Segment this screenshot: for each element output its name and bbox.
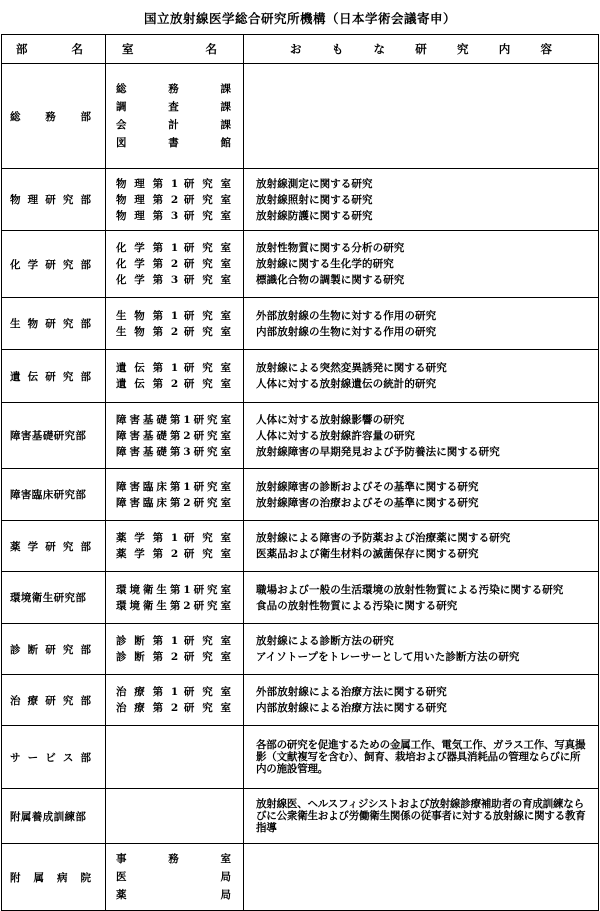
lab-name: 診 断 第 1 研 究 室 <box>116 635 231 647</box>
table-row <box>2 350 599 403</box>
lab-name: 図 書 館 <box>116 137 231 149</box>
department-name: 総 務 部 <box>10 110 91 123</box>
research-item: 放射線照射に関する研究 <box>256 193 373 206</box>
table-row <box>2 231 599 298</box>
table-row <box>2 469 599 521</box>
department-name: 生 物 研 究 部 <box>10 318 91 330</box>
lab-cell <box>106 298 244 350</box>
lab-cell <box>106 521 244 572</box>
table-row <box>2 844 599 911</box>
research-item: 放射線による障害の予防薬および治療薬に関する研究 <box>256 532 511 544</box>
table-row <box>2 169 599 231</box>
lab-cell <box>106 231 244 298</box>
lab-cell <box>106 169 244 231</box>
research-item: 放射線に関する生化学的研究 <box>256 258 394 270</box>
header-department: 部 名 <box>2 35 106 64</box>
department-name: 薬 学 研 究 部 <box>10 540 91 553</box>
header-research: お も な 研 究 内 容 <box>244 35 599 64</box>
table-row <box>2 726 599 789</box>
lab-cell <box>106 572 244 624</box>
lab-name: 総 務 課 <box>116 83 231 95</box>
lab-name: 薬 学 第 2 研 究 室 <box>116 548 231 560</box>
lab-name: 化 学 第 2 研 究 室 <box>116 258 231 270</box>
department-name: 附 属 病 院 <box>10 871 91 884</box>
lab-name: 障害基礎第1研究室 <box>116 413 231 426</box>
research-item: 医薬品および衛生材料の滅菌保存に関する研究 <box>256 548 479 560</box>
lab-cell <box>106 469 244 521</box>
lab-name: 会 計 課 <box>116 119 231 131</box>
research-item: 各部の研究を促進するための金属工作、電気工作、ガラス工作、写真撮影（文献複写を含む）、飼育、栽培および器具消耗品の管理ならびに所内の施設管理。 <box>256 739 586 775</box>
lab-name: 化 学 第 1 研 究 室 <box>116 242 231 254</box>
lab-cell <box>106 403 244 469</box>
organization-table <box>1 34 599 911</box>
lab-cell <box>106 789 244 844</box>
page-title: 国立放射線医学総合研究所機構（日本学術会議寄申） <box>143 11 456 26</box>
lab-name: 治 療 第 1 研 究 室 <box>116 686 231 698</box>
lab-name: 薬 学 第 1 研 究 室 <box>116 532 231 544</box>
header-lab: 室 名 <box>106 35 244 64</box>
lab-name: 化 学 第 3 研 究 室 <box>116 274 231 286</box>
table-row <box>2 789 599 844</box>
department-name: 診 断 研 究 部 <box>10 643 91 656</box>
research-cell <box>244 469 599 521</box>
table-body <box>2 64 599 911</box>
table-header-row <box>2 35 599 64</box>
department-cell <box>2 469 106 521</box>
research-item: 内部放射線の生物に対する作用の研究 <box>256 325 437 338</box>
lab-cell <box>106 675 244 726</box>
department-cell <box>2 844 106 911</box>
lab-name: 診 断 第 2 研 究 室 <box>116 651 231 663</box>
lab-name: 物 理 第 3 研 究 室 <box>116 209 231 222</box>
research-item: 放射線障害の早期発見および予防養法に関する研究 <box>256 445 500 458</box>
research-cell <box>244 726 599 789</box>
lab-cell <box>106 624 244 675</box>
department-cell <box>2 521 106 572</box>
lab-name: 障害臨床第2研究室 <box>116 496 231 509</box>
research-cell <box>244 403 599 469</box>
research-cell <box>244 298 599 350</box>
research-cell <box>244 624 599 675</box>
department-cell <box>2 726 106 789</box>
department-name: 附属養成訓練部 <box>10 810 87 823</box>
research-item: 放射線測定に関する研究 <box>256 177 373 190</box>
department-cell <box>2 169 106 231</box>
department-cell <box>2 675 106 726</box>
lab-name: 障害臨床第1研究室 <box>116 480 231 493</box>
research-item: 放射性物質に関する分析の研究 <box>256 242 405 254</box>
lab-name: 調 査 課 <box>116 101 231 113</box>
research-item: 放射線障害の診断およびその基準に関する研究 <box>256 480 479 493</box>
research-cell <box>244 169 599 231</box>
lab-cell <box>106 844 244 911</box>
research-item: 放射線医、ヘルスフィジシストおよび放射線診療補助者の育成訓練ならびに公衆衛生および労働衛生関係の従事者に対する放射線に関する教育指導 <box>256 798 586 834</box>
table-row <box>2 403 599 469</box>
table-row <box>2 624 599 675</box>
lab-name: 治 療 第 2 研 究 室 <box>116 702 231 714</box>
research-item: 標識化合物の調製に関する研究 <box>256 274 405 286</box>
department-name: 障害基礎研究部 <box>10 430 87 442</box>
department-name: 障害臨床研究部 <box>10 489 87 501</box>
department-name: 治 療 研 究 部 <box>10 694 91 707</box>
department-name: 物 理 研 究 部 <box>10 194 91 206</box>
lab-cell <box>106 350 244 403</box>
lab-name: 遺 伝 第 2 研 究 室 <box>116 378 231 390</box>
research-cell <box>244 350 599 403</box>
research-item: 人体に対する放射線影響の研究 <box>256 413 405 426</box>
department-cell <box>2 403 106 469</box>
lab-name: 薬 局 <box>116 889 231 901</box>
lab-name: 物 理 第 2 研 究 室 <box>116 193 231 206</box>
research-item: 放射線障害の治療およびその基準に関する研究 <box>256 496 479 509</box>
research-item: 放射線防護に関する研究 <box>256 209 373 222</box>
table-row <box>2 675 599 726</box>
department-name: サ ー ビ ス 部 <box>10 751 91 764</box>
research-item: 放射線による診断方法の研究 <box>256 635 394 647</box>
department-name: 遺 伝 研 究 部 <box>10 370 91 383</box>
research-item: 食品の放射性物質による汚染に関する研究 <box>256 599 458 612</box>
table-row <box>2 64 599 169</box>
research-cell <box>244 675 599 726</box>
research-item: 外部放射線の生物に対する作用の研究 <box>256 309 437 322</box>
research-item: 外部放射線による治療方法に関する研究 <box>256 686 447 698</box>
department-cell <box>2 350 106 403</box>
department-cell <box>2 64 106 169</box>
department-name: 環境衛生研究部 <box>10 592 87 604</box>
lab-cell <box>106 726 244 789</box>
lab-name: 遺 伝 第 1 研 究 室 <box>116 362 231 374</box>
research-item: 人体に対する放射線遺伝の統計的研究 <box>256 378 437 390</box>
table-row <box>2 521 599 572</box>
research-item: 人体に対する放射線許容量の研究 <box>256 429 415 442</box>
research-cell <box>244 521 599 572</box>
lab-name: 環境衛生第1研究室 <box>116 583 231 596</box>
lab-name: 障害基礎第3研究室 <box>116 445 231 458</box>
lab-name: 生 物 第 2 研 究 室 <box>116 325 231 338</box>
department-name: 化 学 研 究 部 <box>10 258 91 271</box>
research-item: アイソトープをトレーサーとして用いた診断方法の研究 <box>256 651 520 663</box>
research-item: 放射線による突然変異誘発に関する研究 <box>256 362 447 374</box>
lab-name: 医 局 <box>116 871 231 883</box>
table-row <box>2 298 599 350</box>
department-cell <box>2 789 106 844</box>
lab-name: 環境衛生第2研究室 <box>116 599 231 612</box>
research-item: 内部放射線による治療方法に関する研究 <box>256 702 447 714</box>
lab-cell <box>106 64 244 169</box>
table-row <box>2 572 599 624</box>
department-cell <box>2 624 106 675</box>
research-cell <box>244 844 599 911</box>
research-cell <box>244 789 599 844</box>
lab-name: 生 物 第 1 研 究 室 <box>116 309 231 322</box>
lab-name: 物 理 第 1 研 究 室 <box>116 177 231 190</box>
research-cell <box>244 231 599 298</box>
research-cell <box>244 64 599 169</box>
lab-name: 事 務 室 <box>116 853 231 865</box>
department-cell <box>2 231 106 298</box>
research-cell <box>244 572 599 624</box>
department-cell <box>2 572 106 624</box>
research-item: 職場および一般の生活環境の放射性物質による汚染に関する研究 <box>256 583 564 596</box>
department-cell <box>2 298 106 350</box>
lab-name: 障害基礎第2研究室 <box>116 429 231 442</box>
